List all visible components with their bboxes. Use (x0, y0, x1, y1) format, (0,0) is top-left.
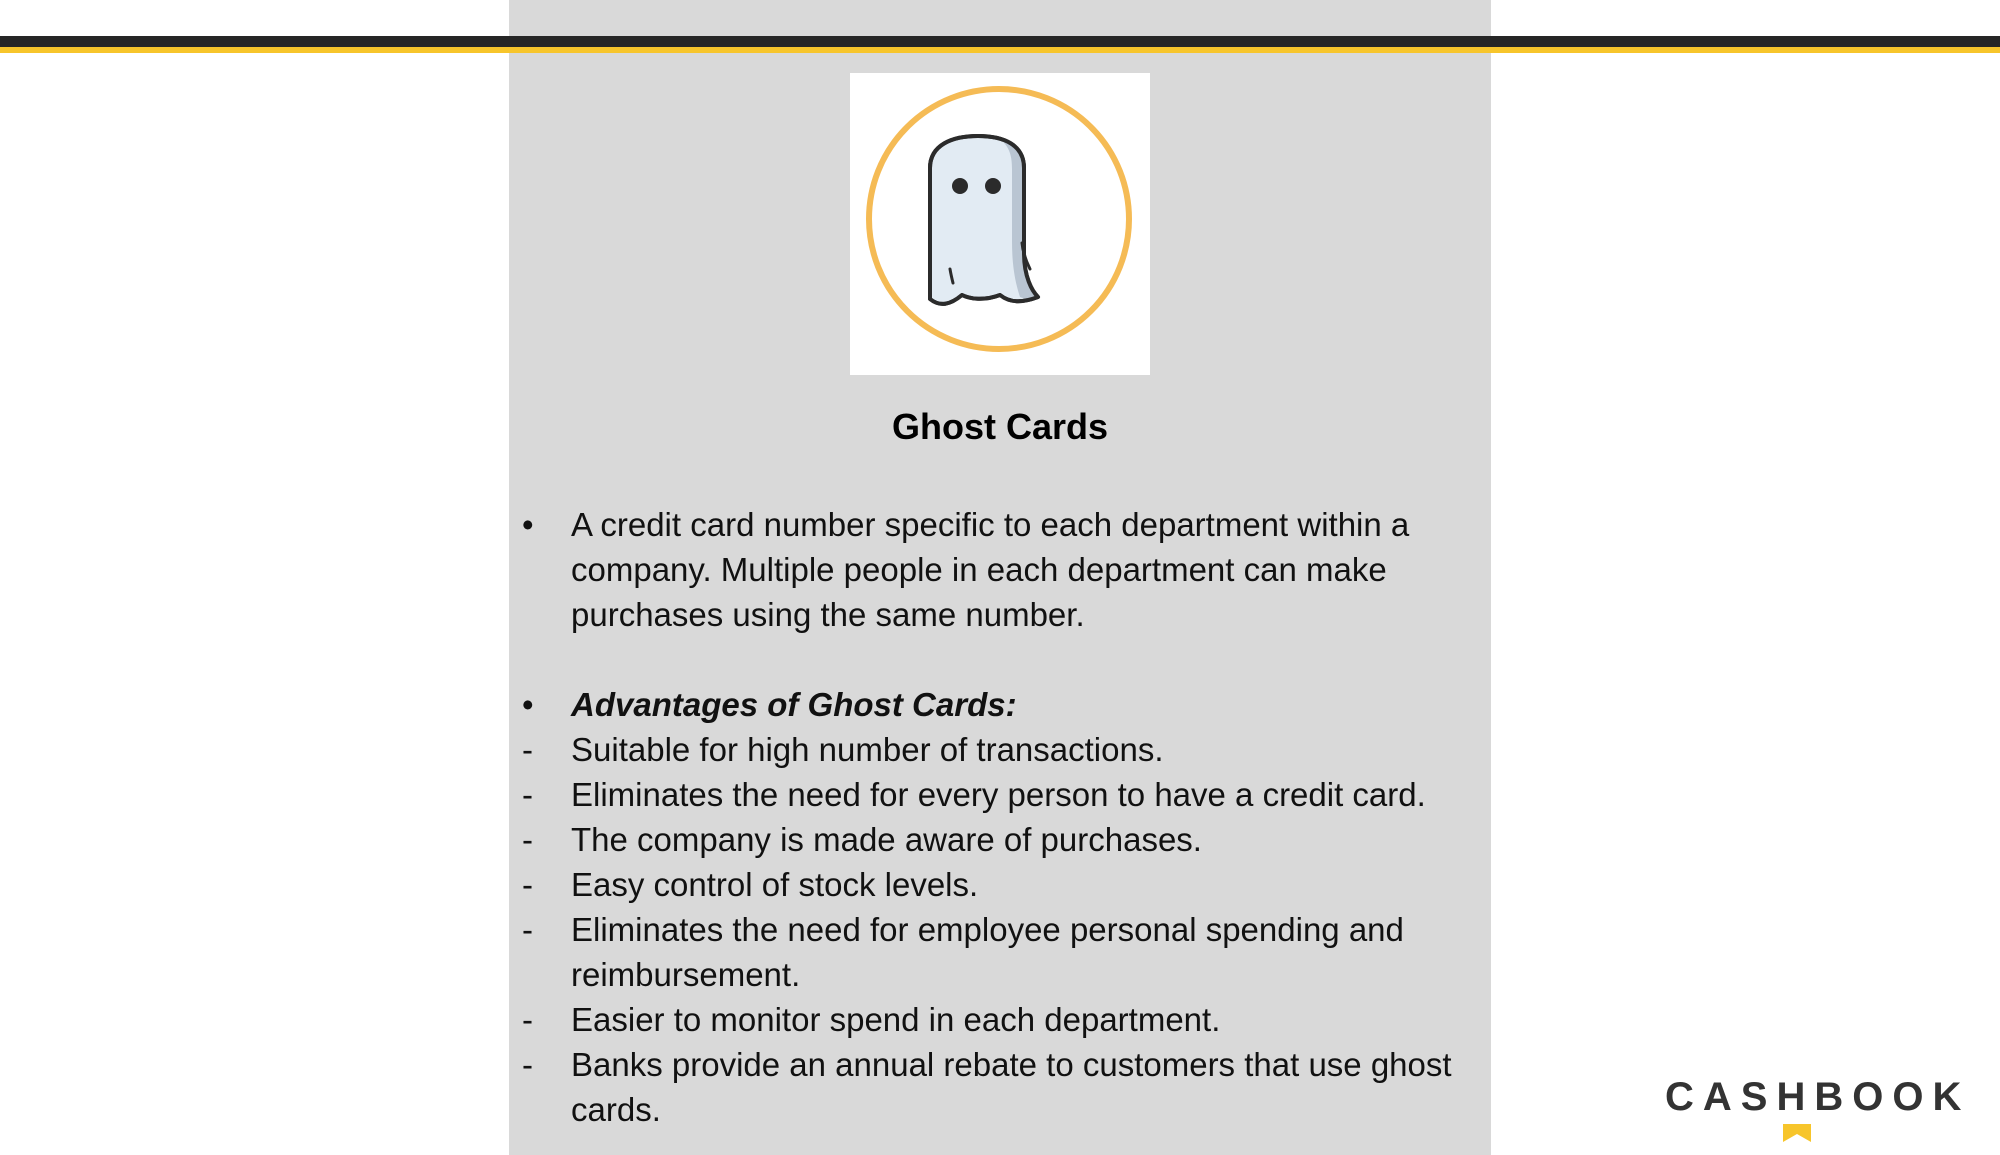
advantage-item: Eliminates the need for every person to have a credit card. (571, 776, 1426, 813)
advantages-bullet (520, 682, 1480, 727)
advantage-item: Suitable for high number of transactions. (571, 731, 1164, 768)
dash-marker: - (522, 911, 533, 948)
dash-marker: - (522, 1046, 533, 1083)
spacer (520, 637, 1480, 682)
slide-content (520, 502, 1480, 1132)
header-stripe-accent (0, 47, 2000, 53)
ghost-icon-container (850, 73, 1150, 375)
list-item (520, 997, 1480, 1042)
header-stripe-dark (0, 36, 2000, 47)
advantage-item: The company is made aware of purchases. (571, 821, 1202, 858)
advantage-item: Banks provide an annual rebate to customers that use ghost cards. (571, 1046, 1452, 1128)
dash-marker: - (522, 866, 533, 903)
list-item (520, 862, 1480, 907)
dash-marker: - (522, 1001, 533, 1038)
page-title: Ghost Cards (891, 406, 1109, 447)
bullet-marker: • (522, 686, 534, 723)
list-item (520, 772, 1480, 817)
list-item (520, 727, 1480, 772)
logo-text: CASHBOOK (1665, 1075, 1971, 1119)
definition-text: A credit card number specific to each department within a company. Multiple people in each department can make purchases using the same number. (571, 506, 1410, 633)
advantage-item: Eliminates the need for employee personal spending and reimbursement. (571, 911, 1404, 993)
bullet-marker: • (522, 506, 534, 543)
list-item (520, 817, 1480, 862)
advantage-item: Easier to monitor spend in each department. (571, 1001, 1221, 1038)
dash-marker: - (522, 776, 533, 813)
list-item (520, 1042, 1480, 1132)
advantages-heading: Advantages of Ghost Cards: (571, 686, 1017, 723)
ghost-icon (850, 73, 1150, 375)
cashbook-logo (1665, 1075, 1975, 1145)
list-item (520, 907, 1480, 997)
advantage-item: Easy control of stock levels. (571, 866, 979, 903)
dash-marker: - (522, 821, 533, 858)
dash-marker: - (522, 731, 533, 768)
definition-bullet (520, 502, 1480, 637)
bookmark-icon (1783, 1124, 1811, 1142)
